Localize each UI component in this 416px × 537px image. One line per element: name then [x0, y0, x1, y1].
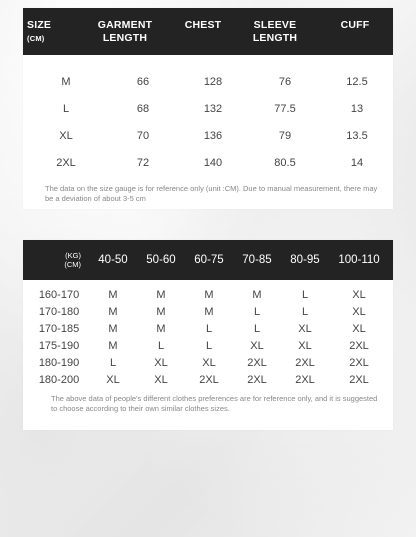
header-garment-length — [77, 19, 173, 45]
header-cuff-line1: CUFF — [340, 18, 370, 31]
size-cell: XL — [59, 129, 73, 142]
measurement-cell: 132 — [203, 102, 223, 115]
size-cell: M — [61, 75, 71, 88]
recommended-size-cell: 2XL — [349, 339, 369, 352]
measurement-cell: 140 — [203, 156, 223, 169]
recommended-size-cell: XL — [106, 373, 120, 386]
header-garment-length-line1: GARMENT — [97, 18, 153, 31]
header-size-unit: (CM) — [27, 33, 45, 43]
garment-table-note: The data on the size gauge is for reference only (unit :CM). Due to manual measurement, there may be a deviation of about 3-5 cm — [45, 184, 378, 203]
header-sleeve-length-line2: LENGTH — [252, 31, 298, 44]
measurement-cell: 77.5 — [274, 102, 296, 115]
table-row — [23, 371, 393, 388]
height-range-cell: 175-190 — [38, 339, 80, 352]
recommended-size-cell: L — [301, 288, 309, 301]
height-range-cell: 170-180 — [38, 305, 80, 318]
table-row — [23, 303, 393, 320]
recommended-size-cell: XL — [154, 373, 168, 386]
measurement-cell: 79 — [278, 129, 292, 142]
height-range-cell: 180-190 — [38, 356, 80, 369]
table-row — [23, 122, 393, 149]
table-row — [23, 95, 393, 122]
weight-range-header: 50-60 — [146, 254, 176, 266]
weight-height-size-table — [23, 240, 393, 430]
table-row — [23, 354, 393, 371]
weight-range-header: 70-85 — [242, 254, 272, 266]
measurement-cell: 12.5 — [346, 75, 368, 88]
weight-range-header: 80-95 — [290, 254, 320, 266]
weight-range-header: 100-110 — [338, 254, 380, 266]
recommended-size-cell: 2XL — [349, 373, 369, 386]
measurement-cell: 70 — [136, 129, 150, 142]
garment-table-header — [23, 8, 393, 55]
weight-range-header: 40-50 — [98, 254, 128, 266]
table-row — [23, 68, 393, 95]
recommended-size-cell: M — [108, 339, 118, 352]
recommended-size-cell: L — [253, 305, 261, 318]
recommended-size-cell: 2XL — [295, 356, 315, 369]
recommended-size-cell: M — [108, 288, 118, 301]
recommended-size-cell: M — [204, 288, 214, 301]
measurement-cell: 80.5 — [274, 156, 296, 169]
measurement-cell: 72 — [136, 156, 150, 169]
header-chest-line2 — [173, 32, 233, 45]
table-row — [23, 337, 393, 354]
recommended-size-cell: M — [156, 288, 166, 301]
measurement-cell: 13.5 — [346, 129, 368, 142]
measurement-cell: 13 — [350, 102, 364, 115]
table-row — [23, 149, 393, 176]
table-row — [23, 286, 393, 303]
header-garment-length-line2: LENGTH — [102, 31, 148, 44]
recommended-size-cell: 2XL — [295, 373, 315, 386]
recommended-size-cell: M — [204, 305, 214, 318]
header-cuff — [317, 19, 393, 45]
measurement-cell: 136 — [203, 129, 223, 142]
recommended-size-cell: XL — [352, 305, 366, 318]
recommended-size-cell: L — [253, 322, 261, 335]
recommended-size-cell: M — [252, 288, 262, 301]
recommended-size-cell: M — [156, 322, 166, 335]
height-range-cell: 160-170 — [38, 288, 80, 301]
header-chest — [173, 19, 233, 45]
recommended-size-cell: XL — [298, 322, 312, 335]
recommended-size-cell: M — [108, 305, 118, 318]
table-row — [23, 320, 393, 337]
measurement-cell: 68 — [136, 102, 150, 115]
recommended-size-cell: L — [157, 339, 165, 352]
recommended-size-cell: M — [156, 305, 166, 318]
recommended-size-cell: 2XL — [247, 356, 267, 369]
recommended-size-cell: 2XL — [247, 373, 267, 386]
recommended-size-cell: XL — [202, 356, 216, 369]
measurement-cell: 128 — [203, 75, 223, 88]
measurement-cell: 14 — [350, 156, 364, 169]
recommended-size-cell: 2XL — [349, 356, 369, 369]
recommended-size-cell: L — [109, 356, 117, 369]
header-sleeve-length-line1: SLEEVE — [253, 18, 297, 31]
header-corner-weight-unit: (KG) — [65, 251, 81, 260]
recommended-size-cell: L — [301, 305, 309, 318]
header-size — [23, 19, 77, 45]
recommended-size-cell: L — [205, 322, 213, 335]
weight-table-note: The above data of people's different clothes preferences are for reference only, and it is suggested to choose according to their own similar clothes sizes. — [51, 394, 378, 413]
recommended-size-cell: M — [108, 322, 118, 335]
recommended-size-cell: 2XL — [199, 373, 219, 386]
height-range-cell: 170-185 — [38, 322, 80, 335]
header-size-main: SIZE — [27, 18, 52, 31]
recommended-size-cell: L — [205, 339, 213, 352]
header-chest-line1: CHEST — [184, 18, 222, 31]
recommended-size-cell: XL — [250, 339, 264, 352]
weight-range-header: 60-75 — [194, 254, 224, 266]
weight-table-header — [23, 240, 393, 280]
size-cell: L — [62, 102, 70, 115]
weight-table-body — [23, 280, 393, 388]
recommended-size-cell: XL — [154, 356, 168, 369]
measurement-cell: 76 — [278, 75, 292, 88]
garment-table-body — [23, 55, 393, 176]
header-sleeve-length — [233, 19, 317, 45]
header-cuff-line2 — [317, 32, 393, 45]
recommended-size-cell: XL — [352, 288, 366, 301]
measurement-cell: 66 — [136, 75, 150, 88]
header-corner — [23, 251, 89, 269]
recommended-size-cell: XL — [352, 322, 366, 335]
header-corner-height-unit: (CM) — [64, 260, 81, 269]
height-range-cell: 180-200 — [38, 373, 80, 386]
recommended-size-cell: XL — [298, 339, 312, 352]
garment-size-table — [23, 8, 393, 209]
size-cell: 2XL — [56, 156, 76, 169]
